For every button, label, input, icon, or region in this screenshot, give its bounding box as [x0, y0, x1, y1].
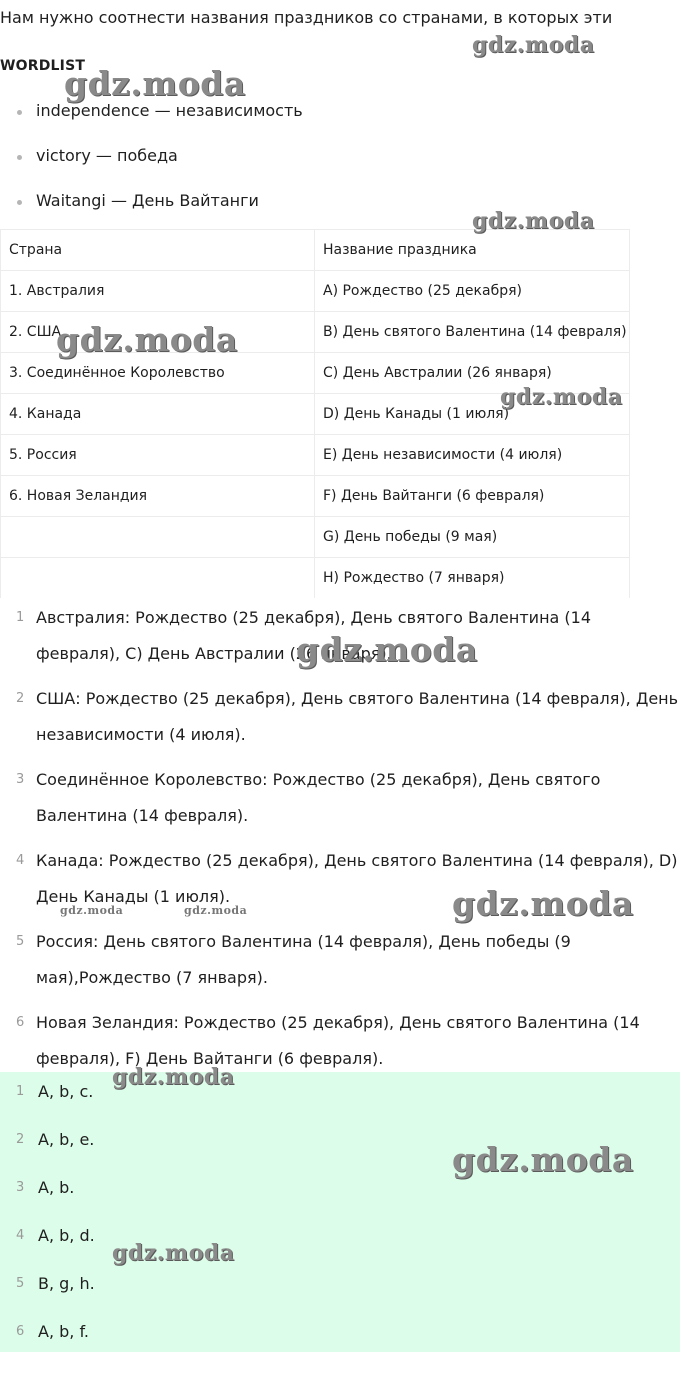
- watermark: gdz.moda: [60, 904, 124, 917]
- cell-country: [1, 517, 315, 558]
- item-text: Соединённое Королевство: Рождество (25 декабря), День святого Валентина (14 февраля).: [36, 770, 601, 825]
- list-item: [0, 1072, 680, 1120]
- item-number: 1: [16, 610, 25, 625]
- table-header-row: [1, 230, 630, 271]
- list-item: [0, 843, 680, 915]
- item-number: 4: [16, 853, 25, 868]
- holidays-table: [0, 229, 630, 598]
- wordlist-heading: WORDLIST: [0, 58, 86, 74]
- table-row: [1, 476, 630, 517]
- list-item: [0, 1216, 680, 1264]
- list-item: [0, 1005, 680, 1077]
- list-item: [0, 1264, 680, 1312]
- item-number: 5: [16, 934, 25, 949]
- table-row: [1, 353, 630, 394]
- wordlist: [0, 100, 680, 235]
- cell-country: 2. США: [1, 312, 315, 353]
- cell-country: 6. Новая Зеландия: [1, 476, 315, 517]
- header-holiday: Название праздника: [315, 230, 630, 271]
- list-item: [0, 1120, 680, 1168]
- item-number: 6: [16, 1324, 25, 1339]
- cell-country: [1, 558, 315, 599]
- item-text: A, b, f.: [38, 1322, 89, 1341]
- watermark: gdz.moda: [472, 208, 595, 234]
- cell-holiday: H) Рождество (7 января): [315, 558, 630, 599]
- item-number: 6: [16, 1015, 25, 1030]
- list-item: [0, 924, 680, 996]
- item-number: 2: [16, 1132, 25, 1147]
- watermark: gdz.moda: [64, 64, 246, 103]
- item-text: Россия: День святого Валентина (14 февраля), День победы (9 мая),Рождество (7 января).: [36, 932, 571, 987]
- header-country: Страна: [1, 230, 315, 271]
- item-text: A, b, e.: [38, 1130, 95, 1149]
- item-text: B, g, h.: [38, 1274, 95, 1293]
- list-item: [0, 600, 680, 672]
- wordlist-item: Waitangi — День Вайтанги: [0, 190, 680, 235]
- item-text: A, b.: [38, 1178, 75, 1197]
- intro-text: Нам нужно соотнести названия праздников со странами, в которых эти: [0, 8, 613, 27]
- item-number: 3: [16, 772, 25, 787]
- item-text: A, b, d.: [38, 1226, 95, 1245]
- item-number: 5: [16, 1276, 25, 1291]
- cell-country: 3. Соединённое Королевство: [1, 353, 315, 394]
- watermark: gdz.moda: [452, 1140, 634, 1179]
- cell-holiday: F) День Вайтанги (6 февраля): [315, 476, 630, 517]
- list-item: [0, 1168, 680, 1216]
- cell-country: 4. Канада: [1, 394, 315, 435]
- watermark: gdz.moda: [452, 884, 634, 923]
- cell-holiday: G) День победы (9 мая): [315, 517, 630, 558]
- watermark: gdz.moda: [56, 320, 238, 359]
- cell-holiday: E) День независимости (4 июля): [315, 435, 630, 476]
- item-text: США: Рождество (25 декабря), День святого Валентина (14 февраля), День независимости (4 июля).: [36, 689, 679, 744]
- watermark: gdz.moda: [500, 384, 623, 410]
- wordlist-item: victory — победа: [0, 145, 680, 190]
- list-item: [0, 762, 680, 834]
- item-number: 3: [16, 1180, 25, 1195]
- item-text: Канада: Рождество (25 декабря), День святого Валентина (14 февраля), D) День Канады (1 июля).: [36, 851, 678, 906]
- cell-holiday: D) День Канады (1 июля): [315, 394, 630, 435]
- cell-holiday: B) День святого Валентина (14 февраля): [315, 312, 630, 353]
- watermark: gdz.moda: [112, 1240, 235, 1266]
- table-row: [1, 517, 630, 558]
- cell-country: 1. Австралия: [1, 271, 315, 312]
- cell-country: 5. Россия: [1, 435, 315, 476]
- item-text: Австралия: Рождество (25 декабря), День святого Валентина (14 февраля), C) День Австралии (26 января).: [36, 608, 592, 663]
- item-number: 1: [16, 1084, 25, 1099]
- watermark: gdz.moda: [472, 32, 595, 58]
- item-number: 2: [16, 691, 25, 706]
- watermark: gdz.moda: [112, 1064, 235, 1090]
- item-text: Новая Зеландия: Рождество (25 декабря), День святого Валентина (14 февраля), F) День Вайтанги (6 февраля).: [36, 1013, 640, 1068]
- list-item: [0, 681, 680, 753]
- wordlist-item: independence — независимость: [0, 100, 680, 145]
- table-row: [1, 435, 630, 476]
- item-number: 4: [16, 1228, 25, 1243]
- watermark: gdz.moda: [296, 630, 478, 669]
- watermark: gdz.moda: [184, 904, 248, 917]
- table-row: [1, 312, 630, 353]
- item-text: A, b, c.: [38, 1082, 94, 1101]
- table-row: [1, 558, 630, 599]
- cell-holiday: A) Рождество (25 декабря): [315, 271, 630, 312]
- table-row: [1, 394, 630, 435]
- letter-answers-list: [0, 1072, 680, 1360]
- cell-holiday: C) День Австралии (26 января): [315, 353, 630, 394]
- list-item: [0, 1312, 680, 1360]
- answers-list: [0, 600, 680, 1086]
- table-row: [1, 271, 630, 312]
